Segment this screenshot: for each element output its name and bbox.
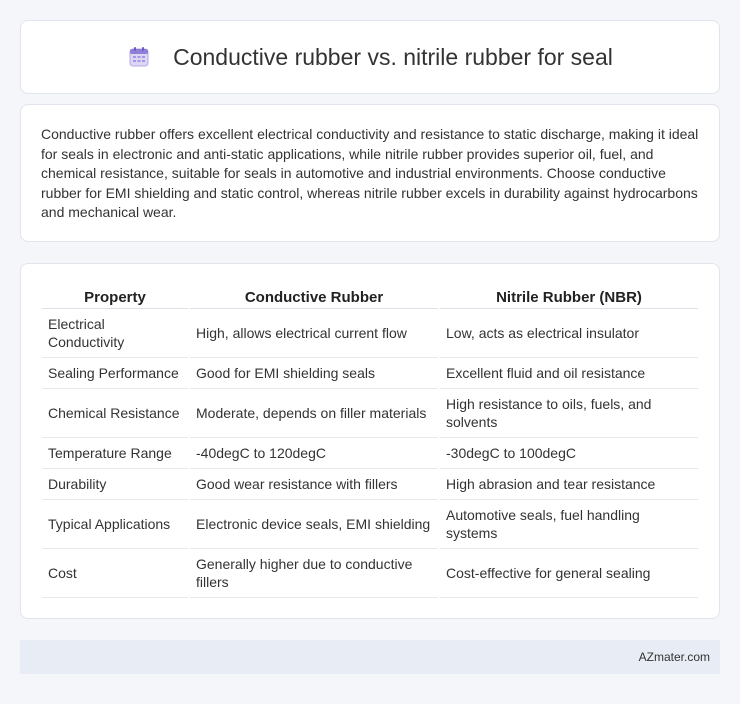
footer-brand: AZmater.com (638, 650, 710, 664)
comparison-table (42, 283, 698, 598)
table-row (42, 357, 698, 388)
row-property: Temperature Range (42, 437, 189, 468)
row-conductive-value: -40degC to 120degC (189, 437, 439, 468)
row-property: Chemical Resistance (42, 388, 189, 437)
row-property: Sealing Performance (42, 357, 189, 388)
row-nitrile-value: Cost-effective for general sealing (439, 548, 698, 597)
calendar-icon (127, 45, 151, 69)
table-row (42, 437, 698, 468)
comparison-table-card (20, 263, 720, 619)
table-row (42, 548, 698, 597)
row-property: Electrical Conductivity (42, 308, 189, 357)
header-conductive-rubber: Conductive Rubber (189, 283, 439, 308)
table-row (42, 388, 698, 437)
table-row (42, 499, 698, 548)
header-nitrile-rubber: Nitrile Rubber (NBR) (439, 283, 698, 308)
row-nitrile-value: Low, acts as electrical insulator (439, 308, 698, 357)
table-row (42, 308, 698, 357)
row-conductive-value: High, allows electrical current flow (189, 308, 439, 357)
table-header-row (42, 283, 698, 308)
row-nitrile-value: Automotive seals, fuel handling systems (439, 499, 698, 548)
row-conductive-value: Electronic device seals, EMI shielding (189, 499, 439, 548)
header-property: Property (42, 283, 189, 308)
row-nitrile-value: Excellent fluid and oil resistance (439, 357, 698, 388)
row-nitrile-value: -30degC to 100degC (439, 437, 698, 468)
footer (20, 640, 720, 674)
row-property: Cost (42, 548, 189, 597)
row-conductive-value: Good for EMI shielding seals (189, 357, 439, 388)
page-title: Conductive rubber vs. nitrile rubber for seal (173, 43, 613, 70)
row-nitrile-value: High resistance to oils, fuels, and solvents (439, 388, 698, 437)
row-property: Typical Applications (42, 499, 189, 548)
row-property: Durability (42, 468, 189, 499)
title-card (20, 20, 720, 94)
row-conductive-value: Moderate, depends on filler materials (189, 388, 439, 437)
table-row (42, 468, 698, 499)
summary-text: Conductive rubber offers excellent electrical conductivity and resistance to static discharge, making it ideal for seals in electronic and anti-static applications, while nitrile rubber provides superior oil, fuel, and chemical resistance, suitable for seals in automotive and industrial environments. Choose conductive rubber for EMI shielding and static control, whereas nitrile rubber excels in durability against hydrocarbons and mechanical wear. (41, 126, 699, 221)
row-conductive-value: Generally higher due to conductive fillers (189, 548, 439, 597)
row-conductive-value: Good wear resistance with fillers (189, 468, 439, 499)
summary-card (20, 104, 720, 242)
row-nitrile-value: High abrasion and tear resistance (439, 468, 698, 499)
